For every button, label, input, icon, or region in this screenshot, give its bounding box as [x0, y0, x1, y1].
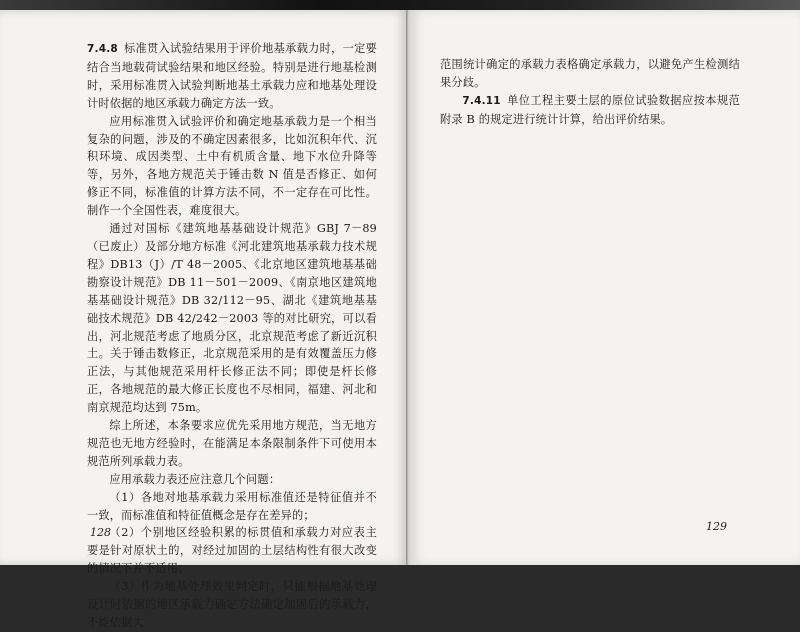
page-number-left: 128 — [90, 526, 111, 539]
section-7-4-11 — [440, 92, 740, 129]
section-number: 7.4.11 — [462, 94, 501, 107]
paragraph: 通过对国标《建筑地基基础设计规范》GBJ 7－89（已废止）及部分地方标准《河北建筑地基承载力技术规程》DB13（J）/T 48－2005、《北京地区建筑地基基础勘察设计规范》DB 11－501－2009、《南京地区建筑地基基础设计规范》DB 32/112－95、湖北《建筑地基基础技术规范》DB 42/242－2003 等的对比研究，可以看出，河北规范考虑了地质分区，北京规范考虑了新近沉积土。关于锤击数修正，北京规范采用的是有效覆盖压力修正法，与其他规范采用杆长修正法不同；即使是杆长修正，各地规范的最大修正长度也不尽相同，福建、河北和南京规范均达到 75m。 — [87, 222, 377, 415]
list-item: （2）个别地区经验积累的标贯值和承载力对应表主要是针对原状土的，对经过加固的土层结构性有很大改变的情况下并不适用； — [87, 526, 377, 576]
paragraph: 综上所述，本条要求应优先采用地方规范，当无地方规范也无地方经验时，在能满足本条限制条件下可使用本规范所列承载力表。 — [87, 419, 377, 468]
list-item: （1）各地对地基承载力采用标准值还是特征值并不一致，而标准值和特征值概念是存在差异的； — [87, 490, 377, 522]
section-number: 7.4.8 — [87, 43, 118, 55]
paragraph: 应用标准贯入试验评价和确定地基承载力是一个相当复杂的问题，涉及的不确定因素很多，比如沉积年代、沉积环境、成因类型、土中有机质含量、地下水位升降等等，另外，各地方规范关于锤击数 N 值是否修正、如何修正不同，标准值的计算方法不同，不一定存在可比性。制作一个全国性表，难度很大。 — [87, 114, 377, 218]
page-number-right: 129 — [706, 520, 727, 533]
section-7-4-8 — [87, 40, 377, 113]
paragraph: 应用承载力表还应注意几个问题： — [109, 472, 281, 486]
right-page-text — [440, 56, 740, 129]
right-page — [410, 10, 800, 565]
left-page — [0, 10, 408, 629]
section-text: 单位工程主要土层的原位试验数据应按本规范附录 B 的规定进行统计计算，给出评价结果。 — [440, 93, 740, 126]
left-page-text — [87, 40, 377, 632]
list-item: （3）作为地基处理效果判定时，只能根据地基处理设计时依据的地区承载力确定方法确定加固后的承载力，不能依据大 — [87, 580, 377, 629]
section-text: 标准贯入试验结果用于评价地基承载力时，一定要结合当地载荷试验结果和地区经验。特别是进行地基检测时，采用标准贯入试验判断地基土承载力应和地基处理设计时依据的地区承载力确定方法一致。 — [87, 42, 377, 110]
continuation-paragraph: 范围统计确定的承载力表格确定承载力，以避免产生检测结果分歧。 — [440, 58, 740, 89]
